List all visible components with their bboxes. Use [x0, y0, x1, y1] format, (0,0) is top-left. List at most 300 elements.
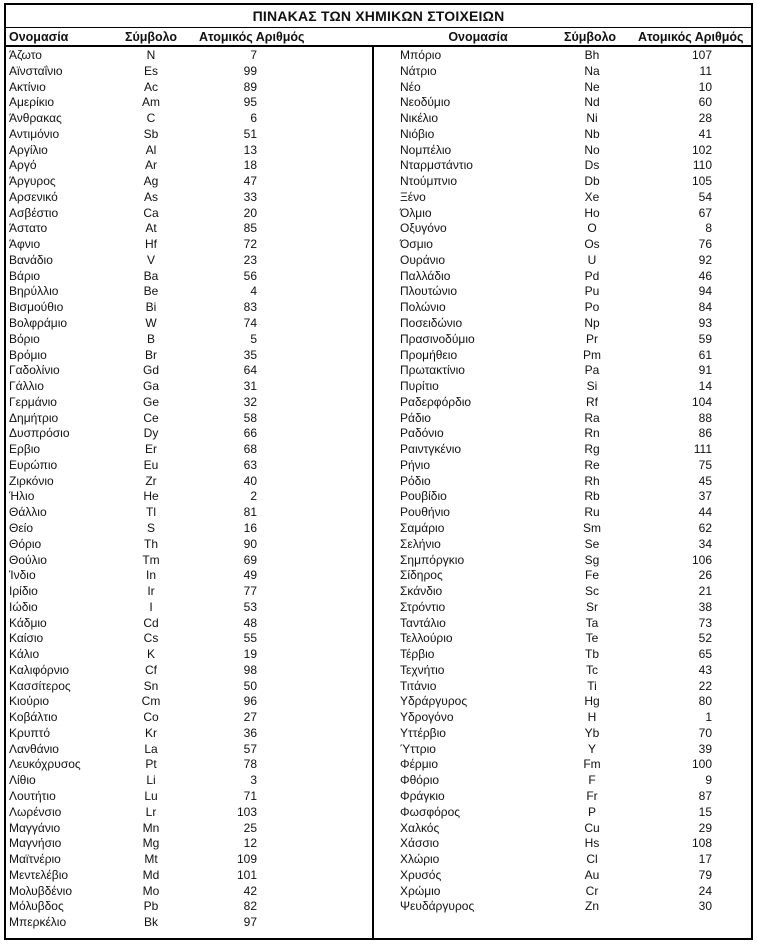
element-symbol: Fm: [583, 757, 601, 772]
element-atomic-number: 5: [250, 331, 257, 346]
element-name: Μόλυβδος: [9, 899, 64, 914]
element-atomic-number: 77: [243, 584, 257, 599]
element-name: Φράγκιο: [400, 788, 445, 803]
element-name: Άστατο: [9, 221, 48, 236]
element-name: Θόριο: [9, 536, 42, 551]
element-atomic-number: 38: [698, 599, 712, 614]
table-row: [9, 616, 372, 632]
table-row: [400, 710, 751, 726]
element-name: Τέρβιο: [400, 647, 435, 662]
table-row: [9, 600, 372, 616]
element-atomic-number: 74: [243, 316, 257, 331]
element-atomic-number: 105: [691, 174, 712, 189]
element-name: Μεντελέβιο: [9, 867, 69, 882]
element-name: Νεοδύμιο: [400, 95, 451, 110]
table-row: [400, 332, 751, 348]
table-row: [400, 64, 751, 80]
element-atomic-number: 32: [243, 394, 257, 409]
element-symbol: Pu: [584, 284, 600, 299]
element-name: Κιούριο: [9, 694, 50, 709]
element-symbol: Ca: [143, 205, 159, 220]
element-name: Πολώνιο: [400, 300, 446, 315]
table-row: [9, 95, 372, 111]
element-atomic-number: 29: [698, 820, 712, 835]
element-name: Χάσσιο: [400, 836, 440, 851]
element-atomic-number: 58: [243, 410, 257, 425]
element-symbol: Ga: [142, 379, 159, 394]
element-name: Θάλλιο: [9, 505, 47, 520]
table-row: [9, 805, 372, 821]
element-name: Λανθάνιο: [9, 741, 59, 756]
table-row: [400, 694, 751, 710]
table-row: [9, 789, 372, 805]
element-symbol: V: [146, 252, 155, 267]
element-symbol: Gd: [142, 363, 159, 378]
table-row: [9, 663, 372, 679]
element-symbol: Ti: [587, 678, 597, 693]
element-name: Βάριο: [9, 268, 41, 283]
element-name: Λουτήτιο: [9, 788, 56, 803]
table-row: [9, 221, 372, 237]
column-header-symbol-left: Σύμβολο: [124, 30, 178, 44]
element-symbol: Rn: [584, 426, 600, 441]
element-atomic-number: 81: [243, 505, 257, 520]
element-symbol: F: [588, 773, 596, 788]
table-row: [9, 568, 372, 584]
element-symbol: He: [143, 489, 159, 504]
element-name: Καίσιο: [9, 631, 44, 646]
element-symbol: Li: [146, 773, 156, 788]
element-name: Όλμιο: [400, 205, 432, 220]
element-name: Μαϊτνέριο: [9, 852, 61, 867]
table-row: [9, 127, 372, 143]
element-name: Γερμάνιο: [9, 394, 57, 409]
table-row: [9, 852, 372, 868]
element-symbol: Sm: [583, 520, 601, 535]
element-name: Μαγγάνιο: [9, 820, 61, 835]
element-atomic-number: 16: [243, 520, 257, 535]
table-row: [400, 474, 751, 490]
element-name: Άφνιο: [9, 237, 41, 252]
table-row: [400, 127, 751, 143]
element-symbol: Pt: [145, 757, 157, 772]
table-row: [400, 284, 751, 300]
table-row: [9, 111, 372, 127]
element-symbol: Fe: [584, 568, 599, 583]
element-atomic-number: 103: [236, 804, 257, 819]
element-symbol: Os: [584, 237, 600, 252]
element-symbol: Te: [585, 631, 599, 646]
table-row: [9, 332, 372, 348]
table-row: [400, 426, 751, 442]
element-name: Ρουβίδιο: [400, 489, 447, 504]
table-row: [400, 395, 751, 411]
table-row: [9, 631, 372, 647]
element-symbol: Ra: [584, 410, 600, 425]
table-row: [9, 64, 372, 80]
table-row: [400, 789, 751, 805]
element-name: Ξένο: [400, 189, 426, 204]
table-row: [400, 821, 751, 837]
element-symbol: Se: [584, 536, 600, 551]
table-row: [400, 647, 751, 663]
element-atomic-number: 45: [698, 473, 712, 488]
element-atomic-number: 13: [243, 142, 257, 157]
element-name: Βισμούθιο: [9, 300, 64, 315]
table-header-right: [372, 28, 751, 45]
table-row: [400, 852, 751, 868]
table-row: [400, 316, 751, 332]
table-row: [9, 521, 372, 537]
element-atomic-number: 9: [705, 773, 712, 788]
element-atomic-number: 57: [243, 741, 257, 756]
table-row: [400, 111, 751, 127]
element-name: Ρουθήνιο: [400, 505, 450, 520]
table-row: [400, 237, 751, 253]
table-row: [400, 584, 751, 600]
element-symbol: Hg: [584, 694, 600, 709]
element-name: Νάτριο: [400, 63, 437, 78]
element-name: Νιόβιο: [400, 126, 435, 141]
element-name: Ρόδιο: [400, 473, 431, 488]
element-atomic-number: 2: [250, 489, 257, 504]
column-header-name-right: Ονομασία: [448, 30, 508, 44]
table-row: [400, 489, 751, 505]
element-name: Λωρένσιο: [9, 804, 62, 819]
table-row: [400, 80, 751, 96]
table-row: [400, 458, 751, 474]
element-symbol: Mo: [142, 883, 160, 898]
table-row: [9, 899, 372, 915]
table-row: [400, 269, 751, 285]
element-name: Ιρίδιο: [9, 584, 38, 599]
element-atomic-number: 59: [698, 331, 712, 346]
table-row: [9, 458, 372, 474]
element-atomic-number: 98: [243, 662, 257, 677]
element-symbol: Co: [143, 710, 159, 725]
element-name: Όσμιο: [400, 237, 433, 252]
element-name: Ουράνιο: [400, 252, 445, 267]
table-row: [9, 284, 372, 300]
table-row: [400, 773, 751, 789]
element-symbol: Au: [584, 867, 600, 882]
element-name: Ασβέστιο: [9, 205, 59, 220]
element-symbol: Tc: [586, 662, 598, 677]
table-column-left: [6, 47, 372, 938]
table-row: [9, 647, 372, 663]
element-atomic-number: 109: [236, 852, 257, 867]
element-symbol: Cs: [143, 631, 159, 646]
element-name: Καλιφόρνιο: [9, 662, 70, 677]
element-symbol: Db: [584, 174, 600, 189]
element-symbol: Es: [143, 63, 158, 78]
table-row: [9, 553, 372, 569]
element-atomic-number: 94: [698, 284, 712, 299]
element-atomic-number: 107: [691, 48, 712, 62]
element-name: Αργό: [9, 158, 37, 173]
element-symbol: P: [587, 804, 596, 819]
table-row: [400, 48, 751, 64]
element-atomic-number: 46: [698, 268, 712, 283]
element-atomic-number: 78: [243, 757, 257, 772]
table-row: [9, 80, 372, 96]
table-row: [9, 505, 372, 521]
element-name: Θούλιο: [9, 552, 47, 567]
element-symbol: Am: [142, 95, 160, 110]
table-row: [9, 395, 372, 411]
element-symbol: C: [146, 111, 156, 126]
element-atomic-number: 110: [692, 158, 712, 173]
element-atomic-number: 84: [698, 300, 712, 315]
element-name: Ακτίνιο: [9, 79, 46, 94]
element-atomic-number: 43: [698, 662, 712, 677]
element-name: Ράδιο: [400, 410, 431, 425]
element-atomic-number: 56: [243, 268, 257, 283]
element-atomic-number: 72: [243, 237, 257, 252]
element-name: Ζιρκόνιο: [9, 473, 54, 488]
element-symbol: Xe: [584, 189, 600, 204]
element-atomic-number: 89: [243, 79, 257, 94]
element-atomic-number: 20: [243, 205, 257, 220]
element-atomic-number: 23: [243, 252, 257, 267]
element-symbol: Er: [145, 442, 157, 457]
element-name: Πρασινοδύμιο: [400, 331, 475, 346]
table-row: [400, 95, 751, 111]
element-atomic-number: 30: [698, 899, 712, 914]
table-row: [9, 379, 372, 395]
element-name: Βηρύλλιο: [9, 284, 59, 299]
element-atomic-number: 37: [698, 489, 712, 504]
element-name: Πρωτακτίνιο: [400, 363, 465, 378]
element-atomic-number: 3: [250, 773, 257, 788]
element-symbol: Cu: [584, 820, 600, 835]
table-row: [9, 348, 372, 364]
table-row: [9, 489, 372, 505]
element-symbol: Cl: [586, 852, 598, 867]
element-atomic-number: 53: [243, 599, 257, 614]
element-symbol: La: [144, 741, 158, 756]
element-symbol: H: [587, 710, 597, 725]
table-row: [9, 442, 372, 458]
table-row: [9, 474, 372, 490]
element-symbol: Cd: [143, 615, 159, 630]
element-name: Δυσπρόσιο: [9, 426, 70, 441]
element-atomic-number: 92: [698, 252, 712, 267]
element-atomic-number: 50: [243, 678, 257, 693]
table-row: [400, 868, 751, 884]
element-name: Κοβάλτιο: [9, 710, 58, 725]
element-atomic-number: 35: [243, 347, 257, 362]
table-row: [400, 363, 751, 379]
table-row: [9, 884, 372, 900]
element-name: Άνθρακας: [9, 111, 62, 126]
element-name: Σίδηρος: [400, 568, 443, 583]
element-atomic-number: 40: [243, 473, 257, 488]
element-atomic-number: 63: [243, 457, 257, 472]
element-atomic-number: 54: [698, 189, 712, 204]
element-symbol: Ac: [143, 79, 158, 94]
element-symbol: Ar: [145, 158, 157, 173]
element-symbol: Na: [584, 63, 600, 78]
element-atomic-number: 39: [698, 741, 712, 756]
element-atomic-number: 91: [698, 363, 712, 378]
element-name: Ταντάλιο: [400, 615, 446, 630]
element-symbol: As: [143, 189, 158, 204]
element-name: Μπερκέλιο: [9, 915, 67, 930]
element-name: Σκάνδιο: [400, 584, 443, 599]
table-row: [9, 537, 372, 553]
table-header: [6, 28, 751, 47]
table-row: [400, 174, 751, 190]
table-row: [400, 206, 751, 222]
element-atomic-number: 24: [698, 883, 712, 898]
element-symbol: Be: [143, 284, 159, 299]
element-atomic-number: 96: [243, 694, 257, 709]
element-atomic-number: 95: [243, 95, 257, 110]
element-name: Αμερίκιο: [9, 95, 55, 110]
element-atomic-number: 79: [698, 867, 712, 882]
elements-table: [4, 3, 753, 940]
element-symbol: Tb: [584, 647, 599, 662]
element-symbol: Kr: [145, 725, 157, 740]
table-row: [400, 143, 751, 159]
element-atomic-number: 80: [698, 694, 712, 709]
element-name: Στρόντιο: [400, 599, 446, 614]
element-atomic-number: 111: [693, 442, 712, 457]
element-symbol: Cm: [141, 694, 161, 709]
table-row: [9, 710, 372, 726]
table-row: [400, 757, 751, 773]
element-atomic-number: 4: [250, 284, 257, 299]
element-symbol: Md: [142, 867, 160, 882]
element-symbol: Ag: [143, 174, 159, 189]
element-name: Πλουτώνιο: [400, 284, 457, 299]
element-atomic-number: 68: [243, 442, 257, 457]
element-atomic-number: 100: [691, 757, 712, 772]
element-symbol: I: [149, 599, 153, 614]
element-atomic-number: 99: [243, 63, 257, 78]
element-symbol: Pd: [584, 268, 600, 283]
element-symbol: Al: [145, 142, 157, 157]
element-symbol: Lr: [145, 804, 157, 819]
element-name: Χαλκός: [400, 820, 440, 835]
element-atomic-number: 101: [236, 867, 257, 882]
table-row: [400, 190, 751, 206]
element-atomic-number: 82: [243, 899, 257, 914]
element-symbol: Sb: [143, 126, 159, 141]
element-atomic-number: 88: [698, 410, 712, 425]
element-name: Νικέλιο: [400, 111, 439, 126]
element-symbol: Ba: [143, 268, 159, 283]
element-atomic-number: 17: [698, 852, 712, 867]
element-atomic-number: 33: [243, 189, 257, 204]
table-row: [400, 568, 751, 584]
element-symbol: Nb: [584, 126, 600, 141]
element-atomic-number: 90: [243, 536, 257, 551]
element-name: Μαγνήσιο: [9, 836, 62, 851]
element-name: Μπόριο: [400, 48, 442, 62]
element-atomic-number: 42: [243, 883, 257, 898]
element-symbol: Zn: [584, 899, 599, 914]
table-row: [9, 679, 372, 695]
element-name: Πυρίτιο: [400, 379, 439, 394]
table-row: [9, 821, 372, 837]
element-atomic-number: 26: [698, 568, 712, 583]
element-name: Βρόμιο: [9, 347, 47, 362]
element-name: Σημπόργκιο: [400, 552, 465, 567]
table-row: [9, 48, 372, 64]
element-symbol: Cf: [145, 662, 157, 677]
column-header-name-left: Ονομασία: [9, 30, 69, 44]
element-name: Προμήθειο: [400, 347, 458, 362]
element-symbol: In: [145, 568, 156, 583]
element-symbol: Bi: [145, 300, 157, 315]
element-atomic-number: 8: [705, 221, 712, 236]
element-atomic-number: 93: [698, 316, 712, 331]
element-symbol: Zr: [145, 473, 157, 488]
element-atomic-number: 86: [698, 426, 712, 441]
element-symbol: Sr: [586, 599, 598, 614]
element-atomic-number: 65: [698, 647, 712, 662]
element-name: Οξυγόνο: [400, 221, 447, 236]
element-symbol: Nd: [584, 95, 600, 110]
element-name: Ερβιο: [9, 442, 41, 457]
element-atomic-number: 27: [243, 710, 257, 725]
element-name: Τελλούριο: [400, 631, 453, 646]
table-row: [9, 694, 372, 710]
page-title: ΠΙΝΑΚΑΣ ΤΩΝ ΧΗΜΙΚΩΝ ΣΤΟΙΧΕΙΩΝ: [6, 5, 751, 28]
element-symbol: Re: [584, 457, 600, 472]
table-row: [400, 253, 751, 269]
element-name: Ραδερφόρδιο: [400, 394, 472, 409]
element-symbol: Fr: [586, 788, 598, 803]
table-row: [400, 300, 751, 316]
element-symbol: N: [146, 48, 156, 62]
table-row: [9, 143, 372, 159]
element-symbol: Bk: [143, 915, 158, 930]
element-name: Μολυβδένιο: [9, 883, 72, 898]
table-row: [9, 253, 372, 269]
element-symbol: Pb: [143, 899, 159, 914]
element-name: Θείο: [9, 520, 34, 535]
element-symbol: Ne: [584, 79, 600, 94]
element-symbol: Ds: [584, 158, 600, 173]
element-atomic-number: 15: [698, 804, 712, 819]
element-atomic-number: 60: [698, 95, 712, 110]
element-symbol: Hs: [584, 836, 600, 851]
element-symbol: Rg: [584, 442, 600, 457]
table-row: [9, 237, 372, 253]
table-row: [9, 773, 372, 789]
element-atomic-number: 61: [698, 347, 712, 362]
element-symbol: Po: [584, 300, 600, 315]
element-symbol: Rh: [584, 473, 600, 488]
element-symbol: Rf: [586, 394, 598, 409]
element-symbol: Bh: [584, 48, 600, 62]
element-name: Βόριο: [9, 331, 40, 346]
table-row: [9, 190, 372, 206]
element-name: Ήλιο: [9, 489, 35, 504]
element-atomic-number: 67: [698, 205, 712, 220]
element-name: Φωσφόρος: [400, 804, 461, 819]
element-atomic-number: 55: [243, 631, 257, 646]
element-name: Άζωτο: [9, 48, 42, 62]
element-atomic-number: 6: [250, 111, 257, 126]
element-symbol: Np: [584, 316, 600, 331]
element-symbol: O: [587, 221, 597, 236]
element-symbol: Dy: [143, 426, 159, 441]
element-name: Λευκόχρυσος: [9, 757, 81, 772]
